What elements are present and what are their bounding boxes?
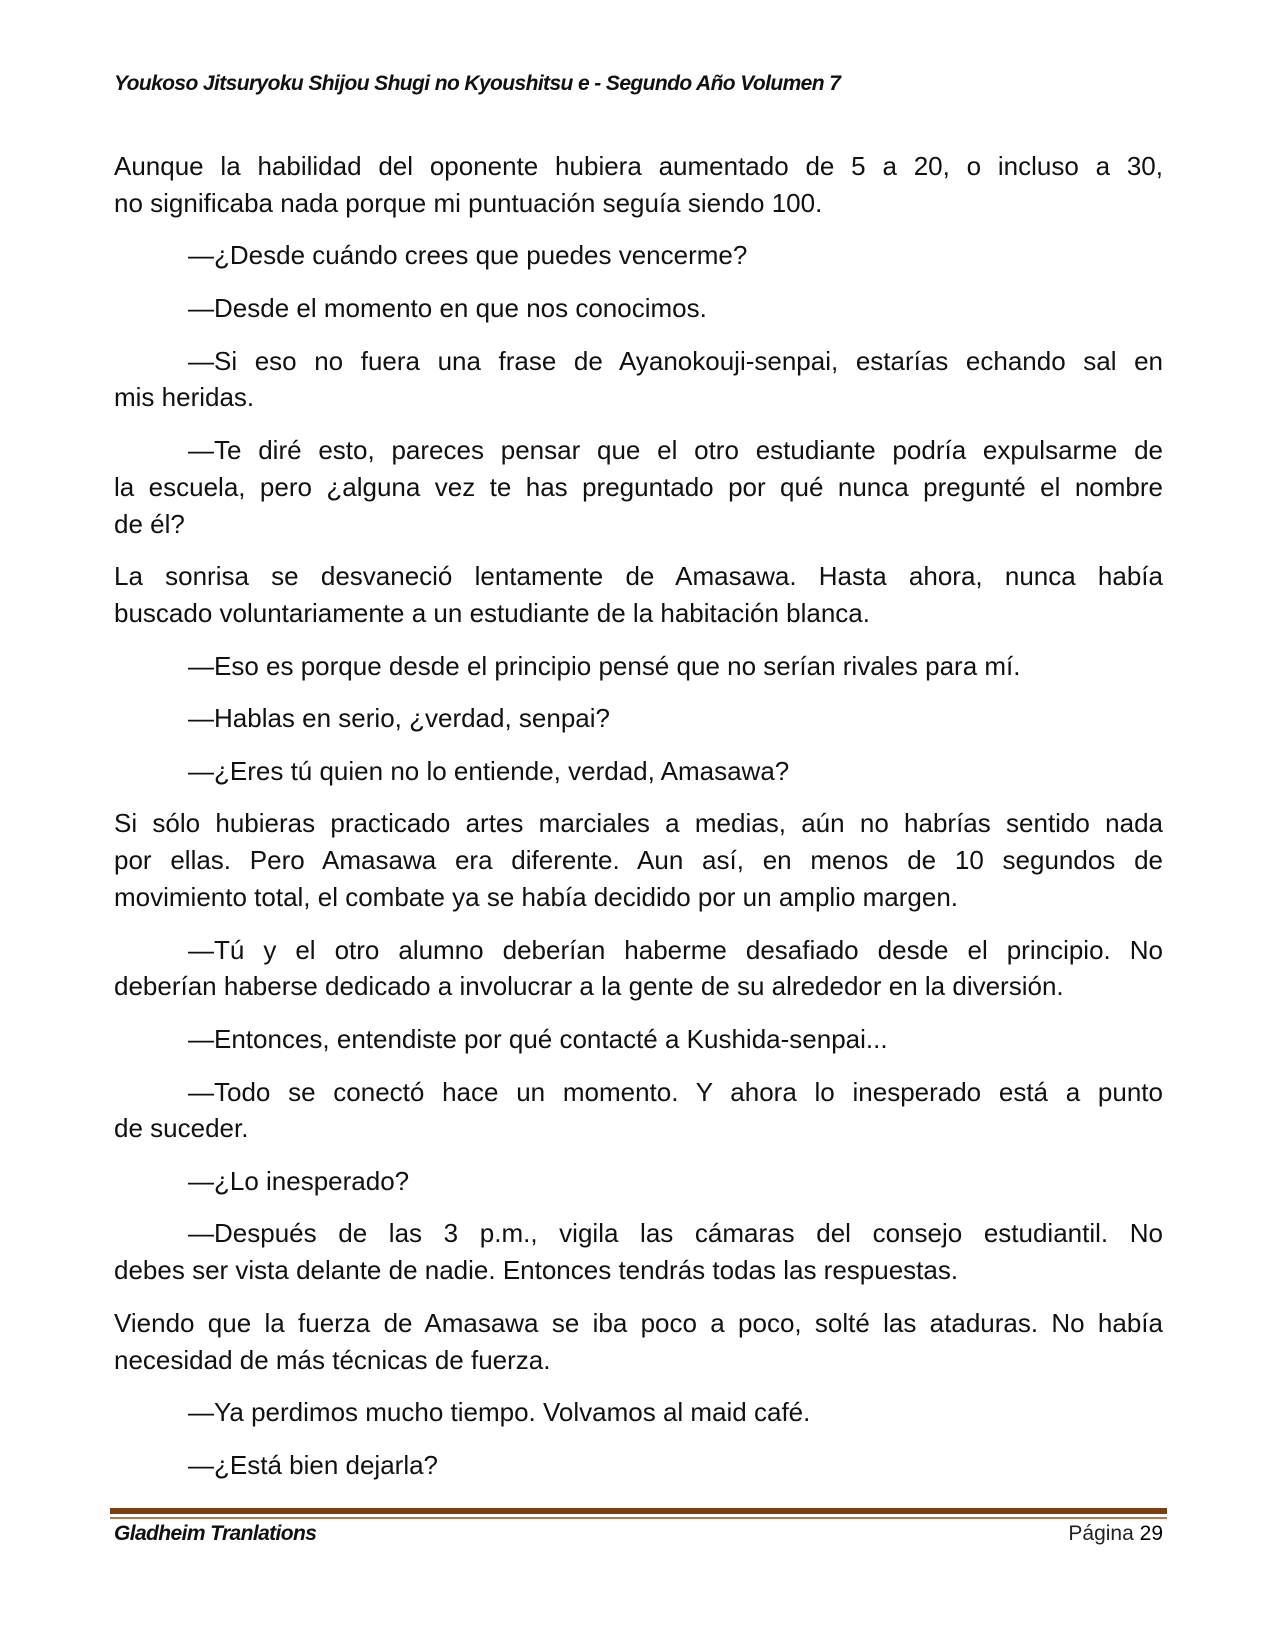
page-label: Página (1068, 1522, 1134, 1545)
paragraph (114, 1394, 1163, 1431)
text-line: —Después de las 3 p.m., vigila las cámaras del consejo estudiantil. No (188, 1218, 1163, 1249)
text-line: —Te diré esto, pareces pensar que el otro estudiante podría expulsarme de (188, 434, 1163, 465)
paragraph (114, 148, 1163, 222)
paragraph (114, 558, 1163, 632)
paragraph (114, 753, 1163, 790)
paragraph (114, 290, 1163, 327)
text-line: —Hablas en serio, ¿verdad, senpai? (188, 703, 611, 734)
text-line: movimiento total, el combate ya se había decidido por un amplio margen. (114, 881, 959, 912)
text-line: —Si eso no fuera una frase de Ayanokouji-senpai, estarías echando sal en (188, 345, 1163, 376)
text-line: no significaba nada porque mi puntuación seguía siendo 100. (114, 187, 823, 218)
paragraph (114, 343, 1163, 417)
text-line: —¿Lo inesperado? (188, 1165, 410, 1196)
page-number-value: 29 (1139, 1522, 1163, 1545)
text-line: —Entonces, entendiste por qué contacté a Kushida-senpai... (188, 1023, 888, 1054)
text-line: Si sólo hubieras practicado artes marciales a medias, aún no habrías sentido nada (114, 808, 1163, 839)
running-header: Youkoso Jitsuryoku Shijou Shugi no Kyoushitsu e - Segundo Año Volumen 7 (114, 72, 841, 95)
text-line: —¿Eres tú quien no lo entiende, verdad, Amasawa? (188, 755, 790, 786)
text-line: la escuela, pero ¿alguna vez te has preguntado por qué nunca pregunté el nombre (114, 471, 1163, 502)
page-body (114, 148, 1163, 1499)
paragraph (114, 700, 1163, 737)
text-line: de él? (114, 508, 185, 539)
paragraph (114, 1215, 1163, 1289)
text-line: La sonrisa se desvaneció lentamente de Amasawa. Hasta ahora, nunca había (114, 561, 1163, 592)
page-number (1068, 1522, 1163, 1546)
paragraph (114, 237, 1163, 274)
paragraph (114, 805, 1163, 915)
text-line: —¿Desde cuándo crees que puedes vencerme? (188, 240, 748, 271)
paragraph (114, 932, 1163, 1006)
text-line: de suceder. (114, 1113, 249, 1144)
text-line: Aunque la habilidad del oponente hubiera aumentado de 5 a 20, o incluso a 30, (114, 151, 1163, 181)
paragraph (114, 1163, 1163, 1200)
paragraph (114, 1074, 1163, 1148)
paragraph (114, 1447, 1163, 1484)
footer-translator: Gladheim Tranlations (114, 1522, 317, 1545)
text-line: —Tú y el otro alumno deberían haberme desafiado desde el principio. No (188, 934, 1163, 965)
text-line: buscado voluntariamente a un estudiante de la habitación blanca. (114, 597, 870, 628)
text-line: —Todo se conectó hace un momento. Y ahora lo inesperado está a punto (188, 1076, 1163, 1107)
paragraph (114, 1305, 1163, 1379)
text-line: —Ya perdimos mucho tiempo. Volvamos al maid café. (188, 1397, 811, 1428)
footer-rule-thin (110, 1517, 1167, 1519)
text-line: Viendo que la fuerza de Amasawa se iba poco a poco, solté las ataduras. No había (114, 1307, 1163, 1338)
paragraph (114, 432, 1163, 542)
text-line: deberían haberse dedicado a involucrar a la gente de su alrededor en la diversión. (114, 971, 1064, 1002)
text-line: —Desde el momento en que nos conocimos. (188, 292, 707, 323)
text-line: —Eso es porque desde el principio pensé que no serían rivales para mí. (188, 650, 1021, 681)
text-line: mis heridas. (114, 382, 255, 413)
text-line: debes ser vista delante de nadie. Entonces tendrás todas las respuestas. (114, 1255, 959, 1286)
text-line: por ellas. Pero Amasawa era diferente. Aun así, en menos de 10 segundos de (114, 845, 1163, 876)
footer-rule (110, 1508, 1167, 1514)
paragraph (114, 1021, 1163, 1058)
text-line: —¿Está bien dejarla? (188, 1449, 439, 1480)
text-line: necesidad de más técnicas de fuerza. (114, 1344, 551, 1375)
paragraph (114, 648, 1163, 685)
